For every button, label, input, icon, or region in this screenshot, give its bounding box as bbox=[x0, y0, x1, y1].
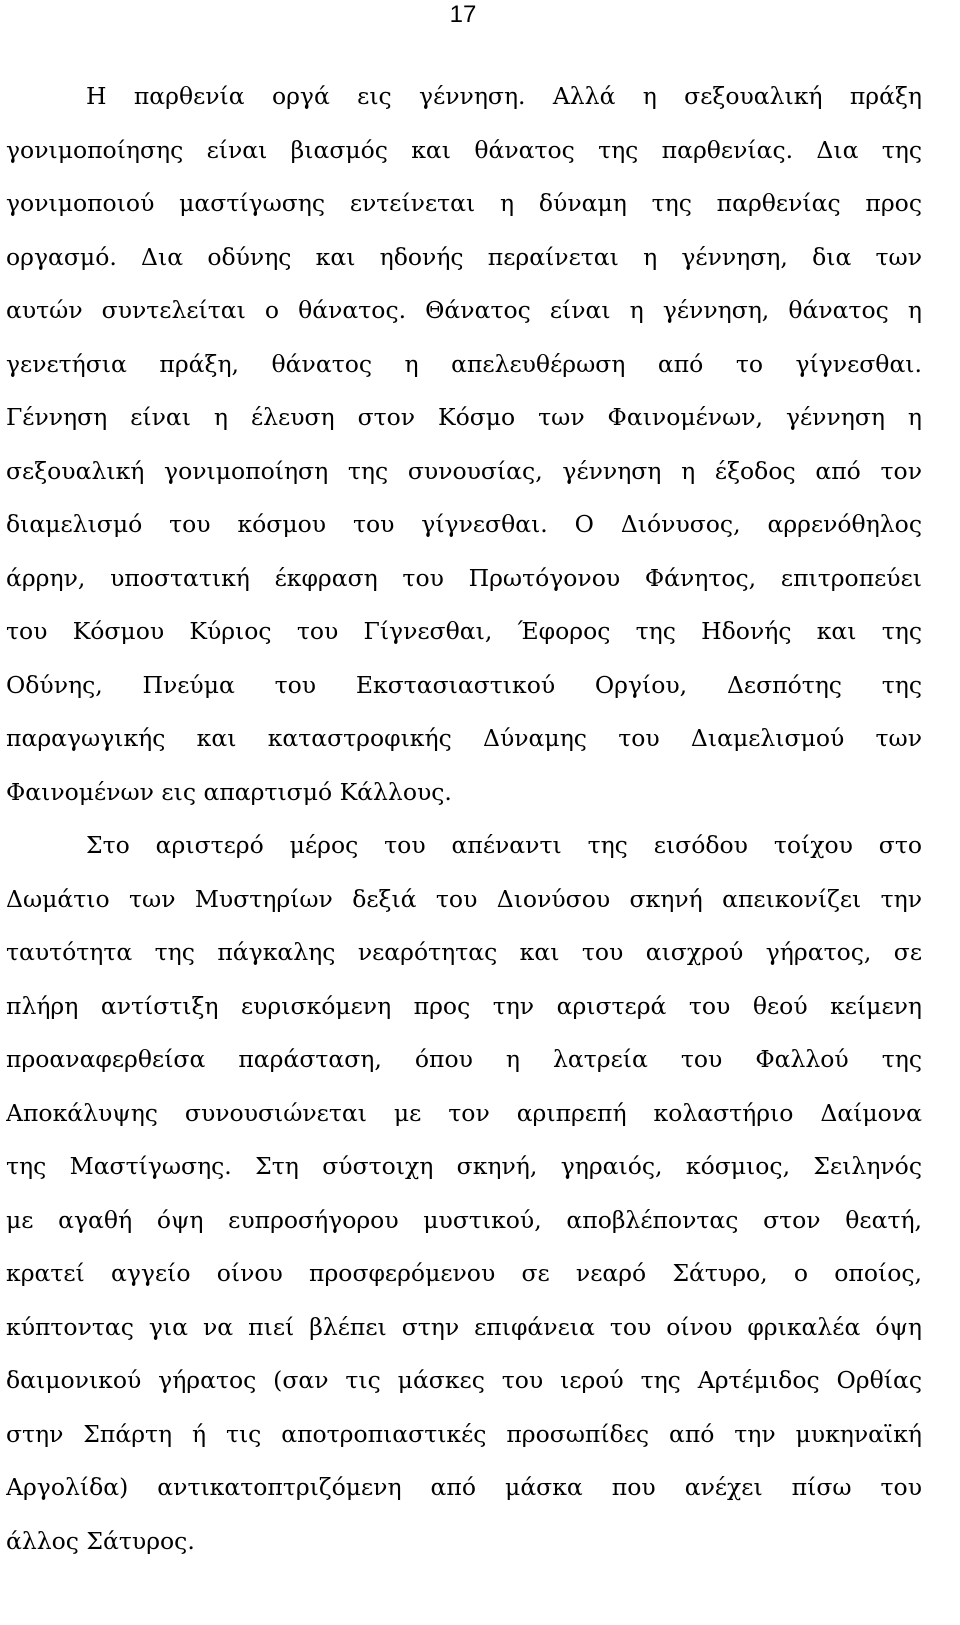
text-line: στην Σπάρτη ή τις αποτροπιαστικές προσωπίδες από την μυκηναϊκή bbox=[6, 1419, 922, 1448]
page-number: 17 bbox=[449, 1, 477, 28]
text-line: αυτών συντελείται ο θάνατος. Θάνατος είναι η γέννηση, θάνατος η bbox=[6, 296, 922, 324]
text-line: παραγωγικής και καταστροφικής Δύναμης του Διαμελισμού των bbox=[6, 724, 922, 752]
text-line: ταυτότητα της πάγκαλης νεαρότητας και του αισχρού γήρατος, σε bbox=[6, 938, 922, 966]
text-line: γονιμοποιού μαστίγωσης εντείνεται η δύναμη της παρθενίας προς bbox=[6, 189, 922, 217]
text-line: σεξουαλική γονιμοποίηση της συνουσίας, γέννηση η έξοδος από τον bbox=[6, 456, 922, 485]
text-line: οργασμό. Δια οδύνης και ηδονής περαίνεται η γέννηση, δια των bbox=[6, 242, 922, 271]
text-line: άλλος Σάτυρος. bbox=[6, 1526, 195, 1555]
text-line: Αποκάλυψης συνουσιώνεται με τον αριπρεπή κολαστήριο Δαίμονα bbox=[6, 1098, 922, 1127]
text-line: Στο αριστερό μέρος του απέναντι της εισόδου τοίχου στο bbox=[86, 831, 922, 859]
text-line: του Κόσμου Κύριος του Γίγνεσθαι, Έφορος της Ηδονής και της bbox=[6, 617, 922, 645]
body-text bbox=[6, 70, 922, 1568]
text-line: διαμελισμό του κόσμου του γίγνεσθαι. Ο Διόνυσος, αρρενόθηλος bbox=[6, 510, 922, 538]
text-line: άρρην, υποστατική έκφραση του Πρωτόγονου Φάνητος, επιτροπεύει bbox=[6, 563, 922, 592]
text-line: γονιμοποίησης είναι βιασμός και θάνατος της παρθενίας. Δια της bbox=[6, 135, 922, 164]
text-line: με αγαθή όψη ευπροσήγορου μυστικού, αποβλέποντας στον θεατή, bbox=[6, 1205, 922, 1234]
text-line: Οδύνης, Πνεύμα του Εκστασιαστικού Οργίου, Δεσπότης της bbox=[6, 670, 922, 699]
text-line: Η παρθενία οργά εις γέννηση. Αλλά η σεξουαλική πράξη bbox=[86, 82, 922, 110]
text-line: Αργολίδα) αντικατοπτριζόμενη από μάσκα που ανέχει πίσω του bbox=[6, 1473, 922, 1501]
text-line: πλήρη αντίστιξη ευρισκόμενη προς την αριστερά του θεού κείμενη bbox=[6, 991, 922, 1020]
text-line: Γέννηση είναι η έλευση στον Κόσμο των Φαινομένων, γέννηση η bbox=[6, 403, 922, 431]
text-line: Φαινομένων εις απαρτισμό Κάλλους. bbox=[6, 777, 452, 806]
text-line: γενετήσια πράξη, θάνατος η απελευθέρωση από το γίγνεσθαι. bbox=[6, 349, 922, 378]
text-line: της Μαστίγωσης. Στη σύστοιχη σκηνή, γηραιός, κόσμιος, Σειληνός bbox=[6, 1152, 922, 1180]
text-line: προαναφερθείσα παράσταση, όπου η λατρεία του Φαλλού της bbox=[6, 1045, 922, 1073]
text-line: Δωμάτιο των Μυστηρίων δεξιά του Διονύσου σκηνή απεικονίζει την bbox=[6, 884, 922, 913]
text-line: δαιμονικού γήρατος (σαν τις μάσκες του ιερού της Αρτέμιδος Ορθίας bbox=[6, 1366, 922, 1394]
text-line: κύπτοντας για να πιεί βλέπει στην επιφάνεια του οίνου φρικαλέα όψη bbox=[6, 1312, 922, 1341]
text-line: κρατεί αγγείο οίνου προσφερόμενου σε νεαρό Σάτυρο, ο οποίος, bbox=[6, 1259, 922, 1287]
